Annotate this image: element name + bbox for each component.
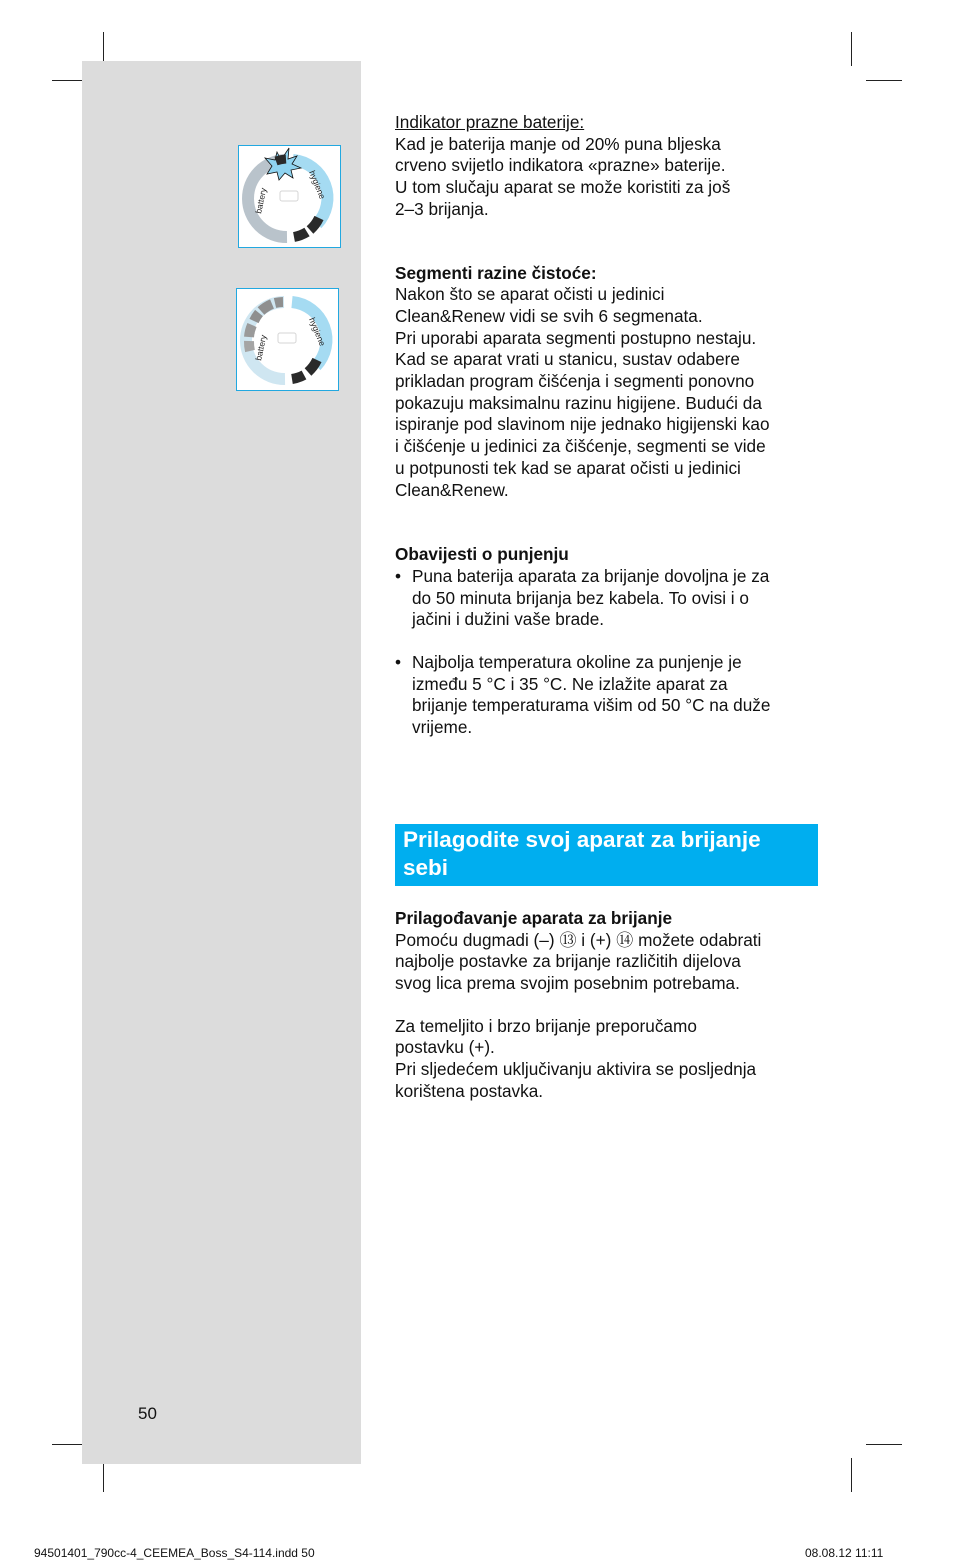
text-line: pokazuju maksimalnu razinu higijene. Budući da [395,392,762,413]
battery-label: battery [253,186,269,215]
text-line: Clean&Renew vidi se svih 6 segmenata. [395,305,703,326]
banner-line: sebi [403,854,449,880]
crop-mark [851,32,852,66]
banner-line: Prilagodite svoj aparat za brijanje [403,826,761,852]
battery-label: battery [253,333,269,362]
crop-mark [52,80,82,81]
battery-segment [261,304,272,311]
page-number: 50 [138,1404,157,1423]
text-line: i čišćenje u jedinici za čišćenje, segmenti se vide [395,436,766,457]
crop-mark [52,1444,82,1445]
hygiene-heading: Segmenti razine čistoće: [395,262,597,283]
text-line: Kad se aparat vrati u stanicu, sustav odabere [395,349,740,370]
shaver-icon [280,191,298,201]
text-line: vrijeme. [412,717,473,738]
text-line: Pri uporabi aparata segmenti postupno nestaju. [395,327,757,348]
text-line: ispiranje pod slavinom nije jednako higijenski kao [395,414,770,435]
text-line: Najbolja temperatura okoline za punjenje je [412,652,742,673]
hygiene-segment [294,232,307,237]
battery-segment [275,302,283,303]
footer-timestamp: 08.08.12 11:11 [805,1546,884,1560]
text-line: crveno svijetlo indikatora «prazne» baterije. [395,155,726,176]
crop-mark [866,80,902,81]
hygiene-segment [292,375,304,379]
battery-heading: Indikator prazne baterije: [395,112,585,132]
text-line: Clean&Renew. [395,479,509,500]
adjust-heading: Prilagođavanje aparata za brijanje [395,907,673,928]
text-line: između 5 °C i 35 °C. Ne izlažite aparat za [412,673,728,694]
gray-sidebar [82,61,361,1464]
main-content [395,112,820,1103]
indicator-ring-diagram [237,289,338,390]
text-line: Pomoću dugmadi (–) ⑬ i (+) ⑭ možete odabrati [395,929,762,950]
indicator-ring-diagram [239,146,340,247]
text-line: jačini i dužini vaše brade. [412,609,605,630]
text-line: Puna baterija aparata za brijanje dovoljna je za [412,565,770,586]
text-line: Pri sljedećem uključivanju aktivira se posljednja [395,1059,757,1080]
text-line: Za temeljito i brzo brijanje preporučamo [395,1015,697,1036]
crop-mark [851,1458,852,1492]
hygiene-label: hygiene [307,169,328,201]
crop-mark [866,1444,902,1445]
text-line: u potpunosti tek kad se aparat očisti u jedinici [395,457,741,478]
text-line: U tom slučaju aparat se može koristiti za još [395,177,731,198]
text-line: Nakon što se aparat očisti u jedinici [395,284,665,305]
text-line: brijanje temperaturama višim od 50 °C na duže [412,695,771,716]
text-line: Kad je baterija manje od 20% puna bljeska [395,133,721,154]
hygiene-indicator-figure [236,288,339,391]
hygiene-segment [310,218,319,230]
battery-indicator-figure [238,145,341,248]
text-line: postavku (+). [395,1037,495,1058]
text-line: svog lica prema svojim posebnim potrebama. [395,972,740,993]
bullet-item [395,652,820,739]
hygiene-segment [308,360,317,372]
battery-segment [249,341,250,351]
text-line: prikladan program čišćenja i segmenti ponovno [395,371,755,392]
text-line: 2–3 brijanja. [395,198,489,219]
battery-segment [254,313,259,321]
battery-segment [249,325,252,337]
battery-empty-segment [276,159,286,161]
charging-heading: Obavijesti o punjenju [395,544,569,565]
bullet-icon: • [395,565,402,586]
text-line: korištena postavka. [395,1080,544,1101]
footer-file-info: 94501401_790cc-4_CEEMEA_Boss_S4-114.indd 50 [34,1546,315,1560]
bullet-item [395,566,820,631]
bullet-icon: • [395,652,402,673]
hygiene-label: hygiene [307,316,328,348]
section-banner [395,824,818,886]
text-line: do 50 minuta brijanja bez kabela. To ovisi i o [412,587,749,608]
shaver-icon [278,333,296,343]
text-line: najbolje postavke za brijanje različitih dijelova [395,951,741,972]
